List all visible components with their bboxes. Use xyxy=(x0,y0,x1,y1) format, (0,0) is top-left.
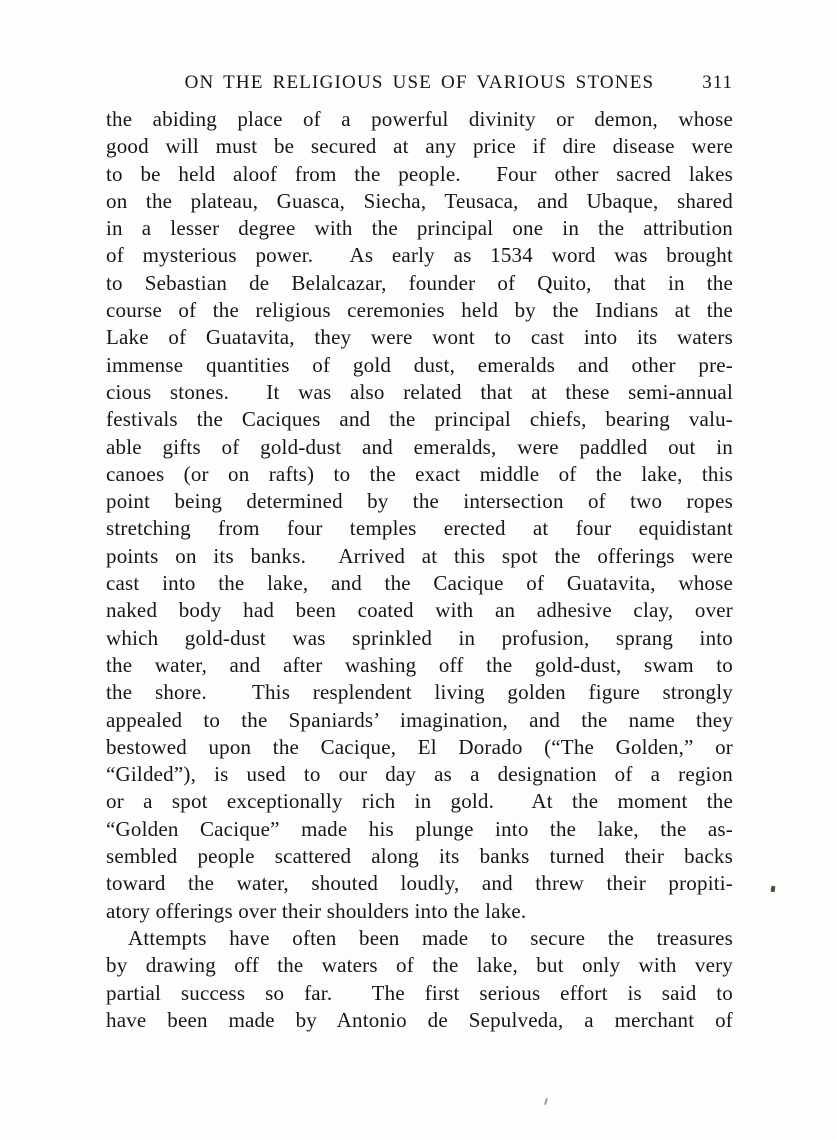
text-line: festivals the Caciques and the principal chiefs, bearing valu- xyxy=(106,407,733,432)
text-line: cast into the lake, and the Cacique of Guatavita, whose xyxy=(106,571,733,596)
text-line: of mysterious power. As early as 1534 word was brought xyxy=(106,243,733,268)
text-line: in a lesser degree with the principal one in the attribution xyxy=(106,216,733,241)
text-line: course of the religious ceremonies held by the Indians at the xyxy=(106,298,733,323)
text-line: have been made by Antonio de Sepulveda, a merchant of xyxy=(106,1007,733,1032)
text-line: sembled people scattered along its banks turned their backs xyxy=(106,844,733,869)
text-line: to Sebastian de Belalcazar, founder of Quito, that in the xyxy=(106,270,733,295)
text-line: “Gilded”), is used to our day as a designation of a region xyxy=(106,762,733,787)
text-line: immense quantities of gold dust, emeralds and other pre- xyxy=(106,352,733,377)
text-line: naked body had been coated with an adhesive clay, over xyxy=(106,598,733,623)
page-header xyxy=(106,72,733,96)
page-number: 311 xyxy=(702,72,733,93)
text-line: bestowed upon the Cacique, El Dorado (“The Golden,” or xyxy=(106,734,733,759)
text-column xyxy=(106,106,733,1034)
text-line: by drawing off the waters of the lake, but only with very xyxy=(106,953,733,978)
scan-artifact-speck xyxy=(544,1098,548,1105)
scan-artifact-speck xyxy=(771,886,776,892)
text-line: able gifts of gold-dust and emeralds, were paddled out in xyxy=(106,434,733,459)
text-line: toward the water, shouted loudly, and threw their propiti- xyxy=(106,871,733,896)
text-line: the abiding place of a powerful divinity or demon, whose xyxy=(106,107,733,131)
text-line: “Golden Cacique” made his plunge into the lake, the as- xyxy=(106,816,733,841)
text-line: Lake of Guatavita, they were wont to cast into its waters xyxy=(106,325,733,350)
text-line: good will must be secured at any price if dire disease were xyxy=(106,134,733,159)
text-line: stretching from four temples erected at four equidistant xyxy=(106,516,733,541)
text-line: cious stones. It was also related that at these semi-annual xyxy=(106,379,733,404)
text-line: atory offerings over their shoulders into the lake. xyxy=(106,898,527,923)
text-line: appealed to the Spaniards’ imagination, and the name they xyxy=(106,707,733,732)
text-line: the water, and after washing off the gold-dust, swam to xyxy=(106,652,733,677)
text-line: to be held aloof from the people. Four other sacred lakes xyxy=(106,161,733,186)
running-title: ON THE RELIGIOUS USE OF VARIOUS STONES xyxy=(184,72,655,93)
text-line: or a spot exceptionally rich in gold. At the moment the xyxy=(106,789,733,814)
text-line: the shore. This resplendent living golden figure strongly xyxy=(106,680,733,705)
text-line: which gold-dust was sprinkled in profusion, sprang into xyxy=(106,625,733,650)
text-line: canoes (or on rafts) to the exact middle of the lake, this xyxy=(106,461,733,486)
paragraph-1 xyxy=(106,106,733,925)
text-line: partial success so far. The first serious effort is said to xyxy=(106,980,733,1005)
paragraph-2 xyxy=(106,925,733,1034)
text-line: point being determined by the intersection of two ropes xyxy=(106,489,733,514)
text-line: points on its banks. Arrived at this spot the offerings were xyxy=(106,543,733,568)
text-line: on the plateau, Guasca, Siecha, Teusaca, and Ubaque, shared xyxy=(106,188,733,213)
text-line: Attempts have often been made to secure the treasures xyxy=(128,925,733,950)
